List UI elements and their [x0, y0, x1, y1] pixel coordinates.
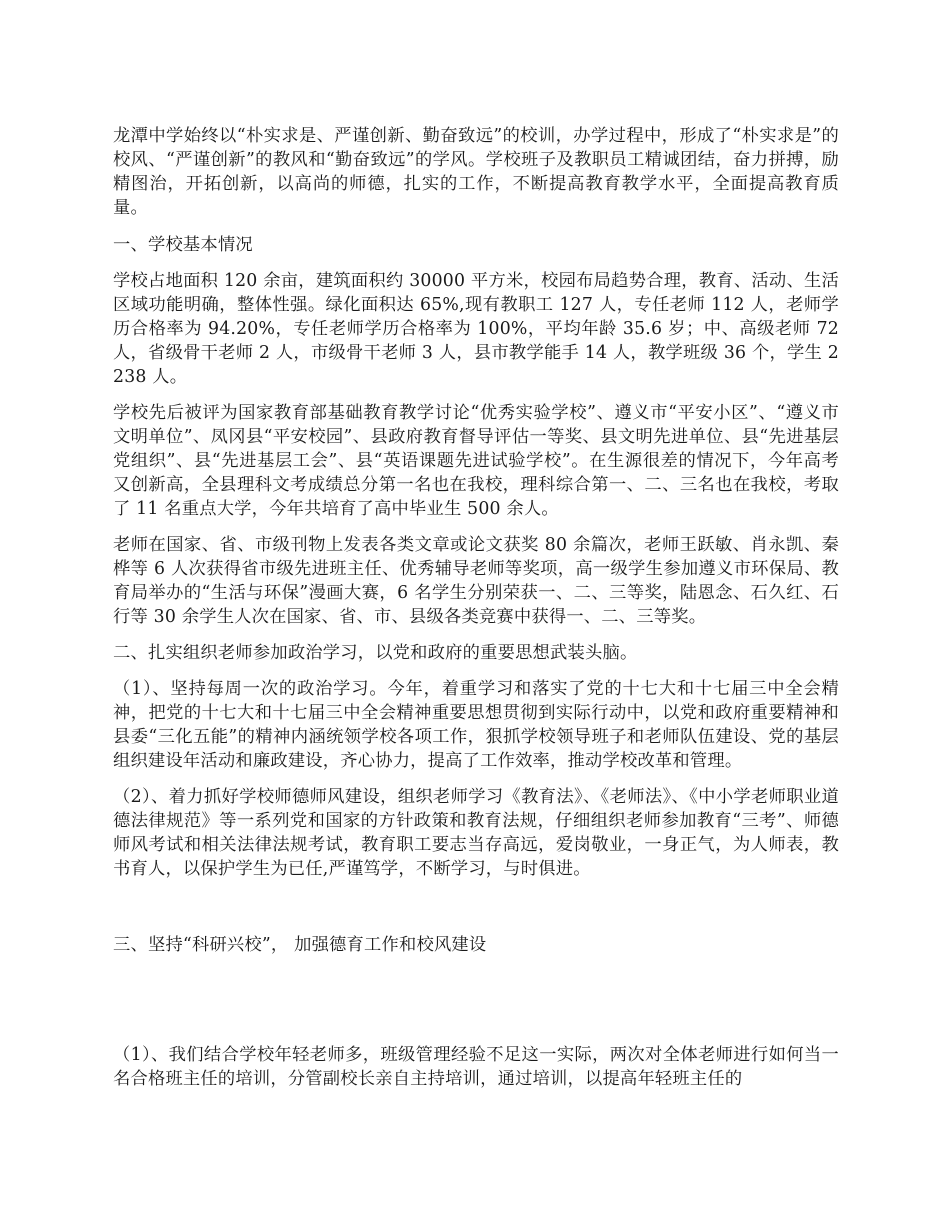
section-heading-research: 三、坚持“科研兴校”， 加强德育工作和校风建设: [113, 935, 487, 955]
basic-info-paragraph-3: 老师在国家、省、市级刊物上发表各类文章或论文获奖 80 余篇次，老师王跃敏、肖永凯、秦桦等 6 人次获得省市级先进班主任、优秀辅导老师等奖项，高一级学生参加遵义市环保局、教育局举办的“生活与环保”漫画大赛，6 名学生分别荣获一、二、三等奖，陆恩念、石久红、石行等 30 余学生人次在国家、省、市、县级各类竞赛中获得一、二、三等奖。: [113, 535, 839, 627]
section-heading-basic-info: 一、学校基本情况: [113, 235, 253, 255]
intro-paragraph: 龙潭中学始终以“朴实求是、严谨创新、勤奋致远”的校训，办学过程中，形成了“朴实求是”的校风、“严谨创新”的教风和“勤奋致远”的学风。学校班子及教职员工精诚团结，奋力拼搏，励精图治，开拓创新，以高尚的师德，扎实的工作，不断提高教育教学水平，全面提高教育质量。: [113, 126, 839, 218]
basic-info-paragraph-1: 学校占地面积 120 余亩，建筑面积约 30000 平方米，校园布局趋势合理，教育、活动、生活区域功能明确，整体性强。绿化面积达 65%,现有教职工 127 人，专任老师 112 人，老师学历合格率为 94.20%，专任老师学历合格率为 100%，平均年龄 35.6 岁；中、高级老师 72 人，省级骨干老师 2 人，市级骨干老师 3 人，县市教学能手 14 人，教学班级 36 个，学生 2238 人。: [113, 271, 839, 387]
document-page: [113, 124, 839, 1091]
research-item-1: （1）、我们结合学校年轻老师多，班级管理经验不足这一实际，两次对全体老师进行如何当一名合格班主任的培训，分管副校长亲自主持培训，通过培训，以提高年轻班主任的: [113, 1045, 839, 1089]
political-study-item-2: （2）、着力抓好学校师德师风建设，组织老师学习《教育法》、《老师法》、《中小学老师职业道德法律规范》等一系列党和国家的方针政策和教育法规，仔细组织老师参加教育“三考”、师德师风考试和相关法律法规考试，教育职工要志当存高远，爱岗敬业，一身正气，为人师表，教书育人，以保护学生为已任,严谨笃学，不断学习，与时俱进。: [113, 787, 839, 879]
section-heading-political-study: 二、扎实组织老师参加政治学习，以党和政府的重要思想武装头脑。: [113, 643, 638, 663]
basic-info-paragraph-2: 学校先后被评为国家教育部基础教育教学讨论“优秀实验学校”、遵义市“平安小区”、“遵义市文明单位”、凤冈县“平安校园”、县政府教育督导评估一等奖、县文明先进单位、县“先进基层党组织”、县“先进基层工会”、县“英语课题先进试验学校”。在生源很差的情况下，今年高考又创新高，全县理科文考成绩总分第一名也在我校，理科综合第一、二、三名也在我校，考取了 11 名重点大学，今年共培育了高中毕业生 500 余人。: [113, 403, 839, 519]
political-study-item-1: （1）、坚持每周一次的政治学习。今年，着重学习和落实了党的十七大和十七届三中全会精神，把党的十七大和十七届三中全会精神重要思想贯彻到实际行动中，以党和政府重要精神和县委“三化五能”的精神内涵统领学校各项工作，狠抓学校领导班子和老师队伍建设、党的基层组织建设年活动和廉政建设，齐心协力，提高了工作效率，推动学校改革和管理。: [113, 679, 839, 771]
